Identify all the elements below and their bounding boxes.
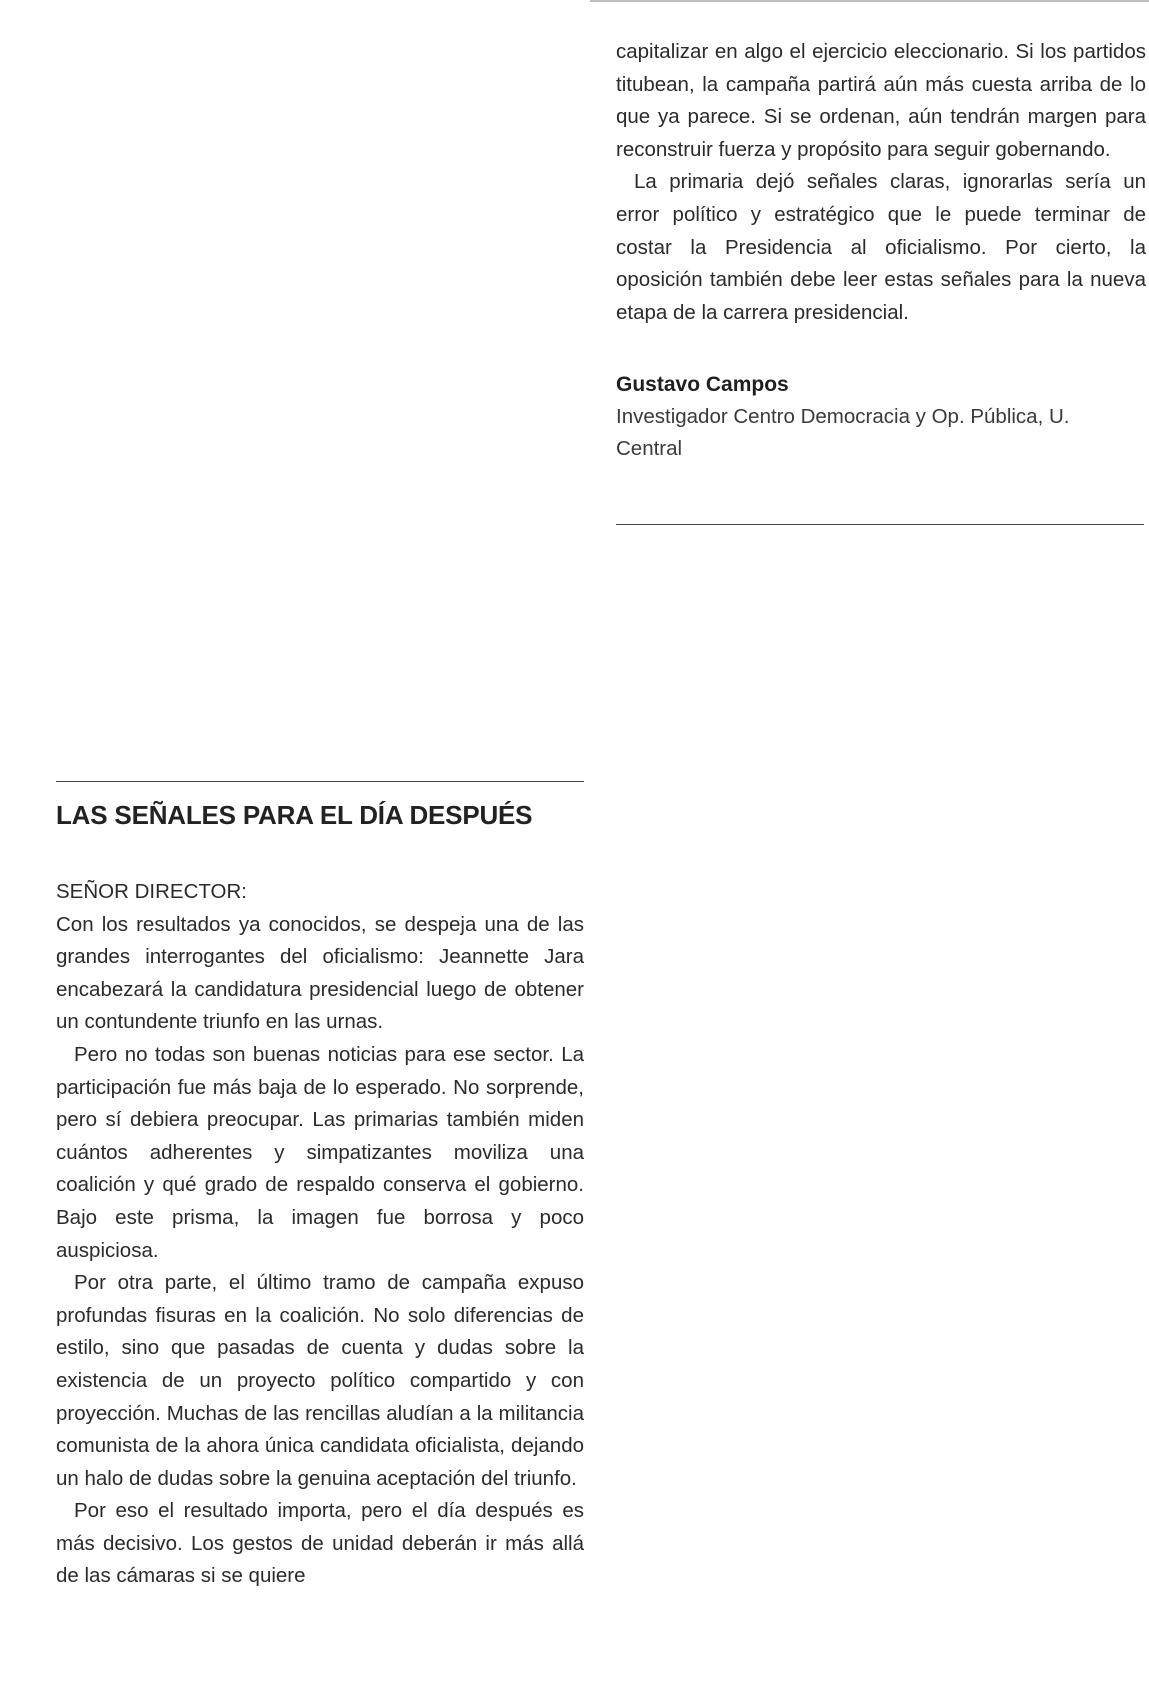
top-divider [590, 0, 1149, 2]
body-paragraph: La primaria dejó señales claras, ignorarlas sería un error político y estratégico que le puede terminar de costar la Presidencia al oficialismo. Por cierto, la oposición también debe leer estas señales para la nueva etapa de la carrera presidencial. [616, 170, 1146, 324]
body-paragraph: Con los resultados ya conocidos, se despeja una de las grandes interrogantes del oficialismo: Jeannette Jara encabezará la candidatura presidencial luego de obtener un contundente triunfo en las urnas. [56, 912, 584, 1034]
letter-column [56, 876, 584, 1593]
letter-start-divider [56, 781, 584, 782]
letter-salutation: SEÑOR DIRECTOR: [56, 880, 247, 903]
body-paragraph: Por eso el resultado importa, pero el día después es más decisivo. Los gestos de unidad deberán ir más allá de las cámaras si se quiere [56, 1499, 584, 1588]
body-paragraph: Por otra parte, el último tramo de campaña expuso profundas fisuras en la coalición. No solo diferencias de estilo, sino que pasadas de cuenta y dudas sobre la existencia de un proyecto político compartido y con proyección. Muchas de las rencillas aludían a la militancia comunista de la ahora única candidata oficialista, dejando un halo de dudas sobre la genuina aceptación del triunfo. [56, 1271, 584, 1490]
letter-continuation-column [616, 36, 1146, 465]
body-paragraph: Pero no todas son buenas noticias para ese sector. La participación fue más baja de lo esperado. No sorprende, pero sí debiera preocupar. Las primarias también miden cuántos adherentes y simpatizantes moviliza una coalición y qué grado de respaldo conserva el gobierno. Bajo este prisma, la imagen fue borrosa y poco auspiciosa. [56, 1042, 584, 1262]
body-paragraph: capitalizar en algo el ejercicio eleccionario. Si los partidos titubean, la campaña partirá aún más cuesta arriba de lo que ya parece. Si se ordenan, aún tendrán margen para reconstruir fuerza y propósito para seguir gobernando. [616, 40, 1146, 161]
author-name: Gustavo Campos [616, 373, 789, 397]
author-affiliation: Investigador Centro Democracia y Op. Pública, U. Central [616, 405, 1070, 461]
letter-end-divider [616, 524, 1144, 525]
letter-headline: LAS SEÑALES PARA EL DÍA DESPUÉS [56, 800, 533, 830]
letter-signature [616, 369, 1146, 465]
